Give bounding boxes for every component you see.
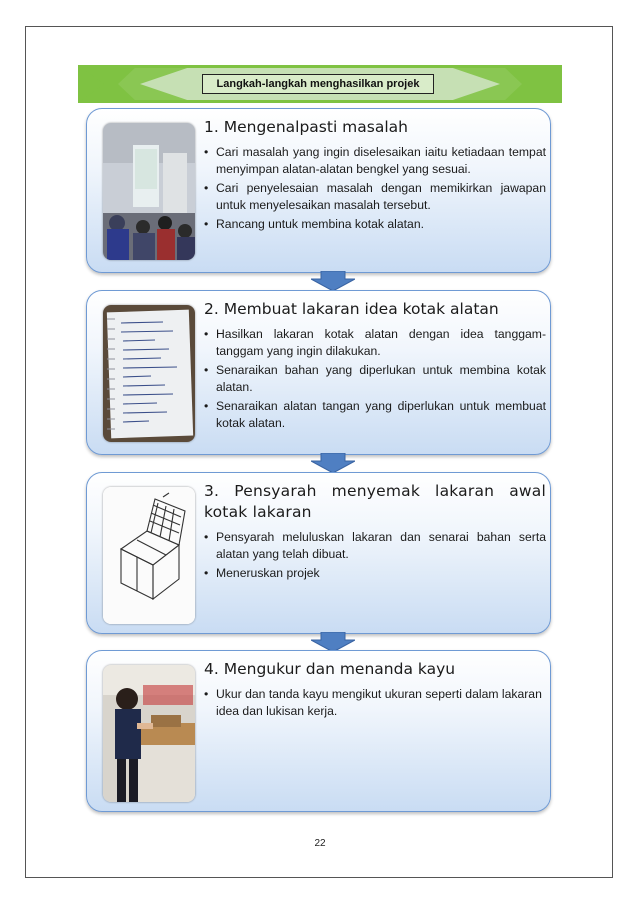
workshop-measuring-photo (103, 665, 195, 802)
step-1-content (204, 117, 546, 235)
step-2-bullet-2: • Senaraikan bahan yang diperlukan untuk membina kotak alatan. (204, 362, 546, 396)
step-2-bullet-3: • Senaraikan alatan tangan yang diperlukan untuk membuat kotak alatan. (204, 398, 546, 432)
step-4-title: 4. Mengukur dan menanda kayu (204, 660, 456, 678)
step-3-content (204, 481, 546, 584)
step-2-bullet-list (204, 326, 546, 432)
step-3-bullet-list (204, 529, 546, 582)
step-2-title: 2. Membuat lakaran idea kotak alatan (204, 300, 499, 318)
step-3-title: 3. Pensyarah menyemak lakaran awal kotak lakaran (204, 482, 546, 521)
classroom-presentation-photo (103, 123, 195, 260)
step-4-bullet-1: • Ukur dan tanda kayu mengikut ukuran seperti dalam lakaran idea dan lukisan kerja. (204, 686, 546, 720)
step-1-bullet-3: • Rancang untuk membina kotak alatan. (204, 216, 546, 233)
step-1-bullet-1: • Cari masalah yang ingin diselesaikan iaitu ketiadaan tempat menyimpan alatan-alatan bengkel yang sesuai. (204, 144, 546, 178)
step-4-content (204, 659, 546, 722)
down-arrow-icon (311, 632, 355, 652)
down-arrow-icon (311, 453, 355, 473)
step-card-1 (86, 108, 551, 273)
down-arrow-icon (311, 271, 355, 291)
title-banner (78, 63, 562, 105)
step-1-bullet-2: • Cari penyelesaian masalah dengan memikirkan jawapan untuk menyelesaikan masalah tersebut. (204, 180, 546, 214)
step-3-bullet-1: • Pensyarah meluluskan lakaran dan senarai bahan serta alatan yang telah dibuat. (204, 529, 546, 563)
step-card-4 (86, 650, 551, 812)
notebook-sketch-photo (103, 305, 195, 442)
step-1-bullet-list (204, 144, 546, 233)
step-card-3 (86, 472, 551, 634)
step-1-title: 1. Mengenalpasti masalah (204, 118, 408, 136)
step-4-bullet-list (204, 686, 546, 720)
page-number: 22 (314, 838, 326, 849)
step-card-2 (86, 290, 551, 455)
toolbox-sketch-drawing (103, 487, 195, 624)
step-2-content (204, 299, 546, 434)
step-2-bullet-1: • Hasilkan lakaran kotak alatan dengan idea tanggam-tanggam yang ingin dilakukan. (204, 326, 546, 360)
banner-title: Langkah-langkah menghasilkan projek (202, 74, 434, 94)
step-3-bullet-2: • Meneruskan projek (204, 565, 546, 582)
